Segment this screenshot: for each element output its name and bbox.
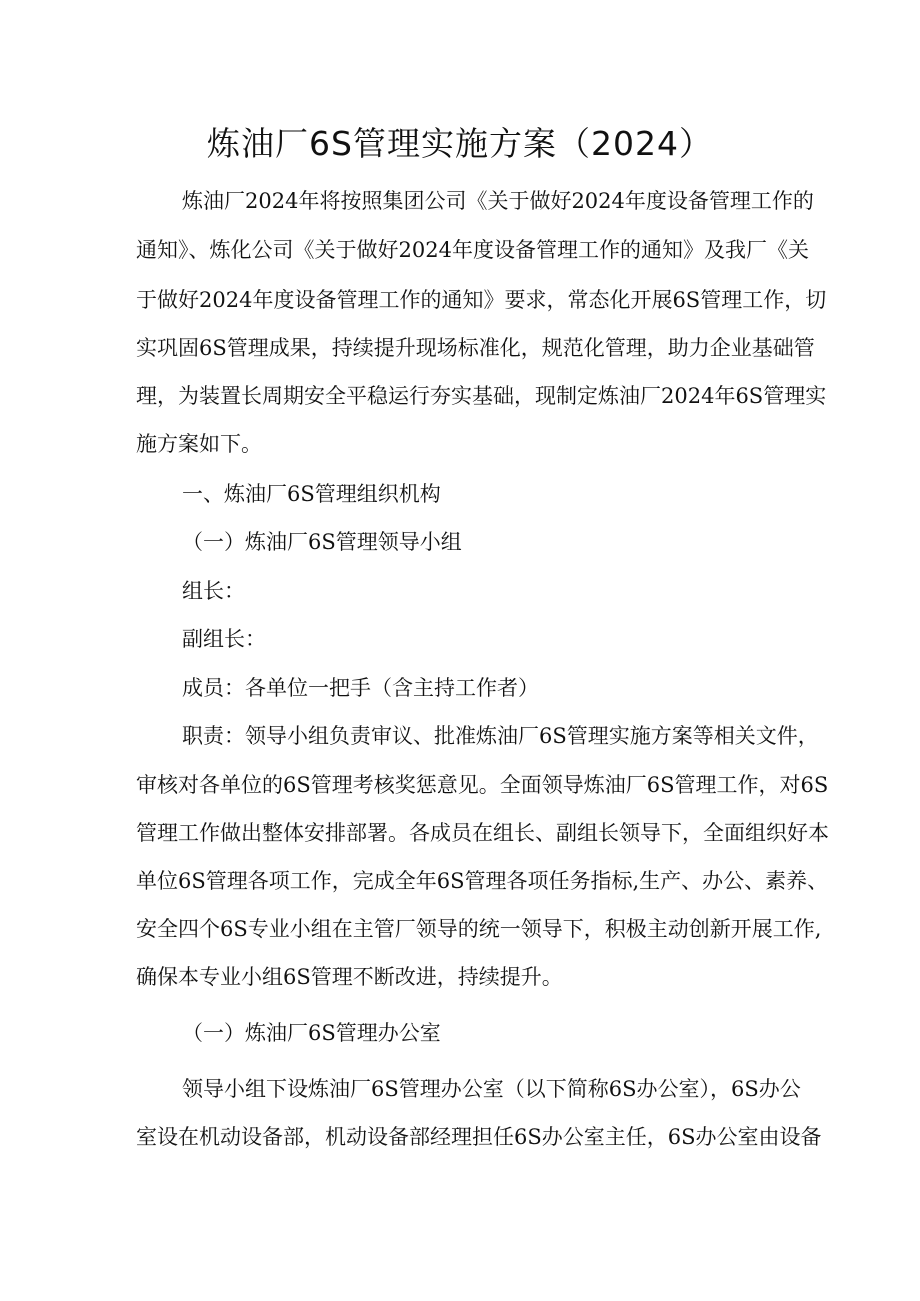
intro-line-6: 施方案如下。 (136, 432, 262, 456)
intro-line-1: 炼油厂2024年将按照集团公司《关于做好2024年度设备管理工作的 (182, 189, 814, 213)
intro-line-4: 实巩固6S管理成果，持续提升现场标准化，规范化管理，助力企业基础管 (136, 336, 815, 360)
intro-line-2: 通知》、炼化公司《关于做好2024年度设备管理工作的通知》及我厂《关 (136, 238, 809, 262)
intro-line-5: 理，为装置长周期安全平稳运行夯实基础，现制定炼油厂2024年6S管理实 (136, 384, 827, 408)
duties-line-2: 审核对各单位的6S管理考核奖惩意见。全面领导炼油厂6S管理工作，对6S (136, 773, 829, 797)
document-title: 炼油厂6S管理实施方案（2024） (207, 124, 713, 163)
duties-line-6: 确保本专业小组6S管理不断改进，持续提升。 (136, 965, 563, 989)
duties-line-5: 安全四个6S专业小组在主管厂领导的统一领导下，积极主动创新开展工作, (136, 917, 822, 941)
deputy-leader-label: 副组长： (182, 627, 266, 651)
section-heading-org: 一、炼油厂6S管理组织机构 (182, 482, 441, 506)
duties-line-3: 管理工作做出整体安排部署。各成员在组长、副组长领导下，全面组织好本 (136, 821, 829, 845)
members-line: 成员：各单位一把手（含主持工作者） (182, 676, 539, 700)
intro-line-3: 于做好2024年度设备管理工作的通知》要求，常态化开展6S管理工作，切 (136, 288, 827, 312)
duties-line-4: 单位6S管理各项工作，完成全年6S管理各项任务指标,生产、办公、素养、 (136, 869, 829, 893)
office-line-2: 室设在机动设备部，机动设备部经理担任6S办公室主任，6S办公室由设备 (136, 1125, 822, 1149)
subsection-heading-office: （一）炼油厂6S管理办公室 (182, 1021, 441, 1045)
office-line-1: 领导小组下设炼油厂6S管理办公室（以下简称6S办公室），6S办公 (182, 1077, 801, 1101)
duties-line-1: 职责：领导小组负责审议、批准炼油厂6S管理实施方案等相关文件， (182, 724, 819, 748)
leader-label: 组长： (182, 579, 245, 603)
subsection-heading-leadership: （一）炼油厂6S管理领导小组 (182, 530, 462, 554)
